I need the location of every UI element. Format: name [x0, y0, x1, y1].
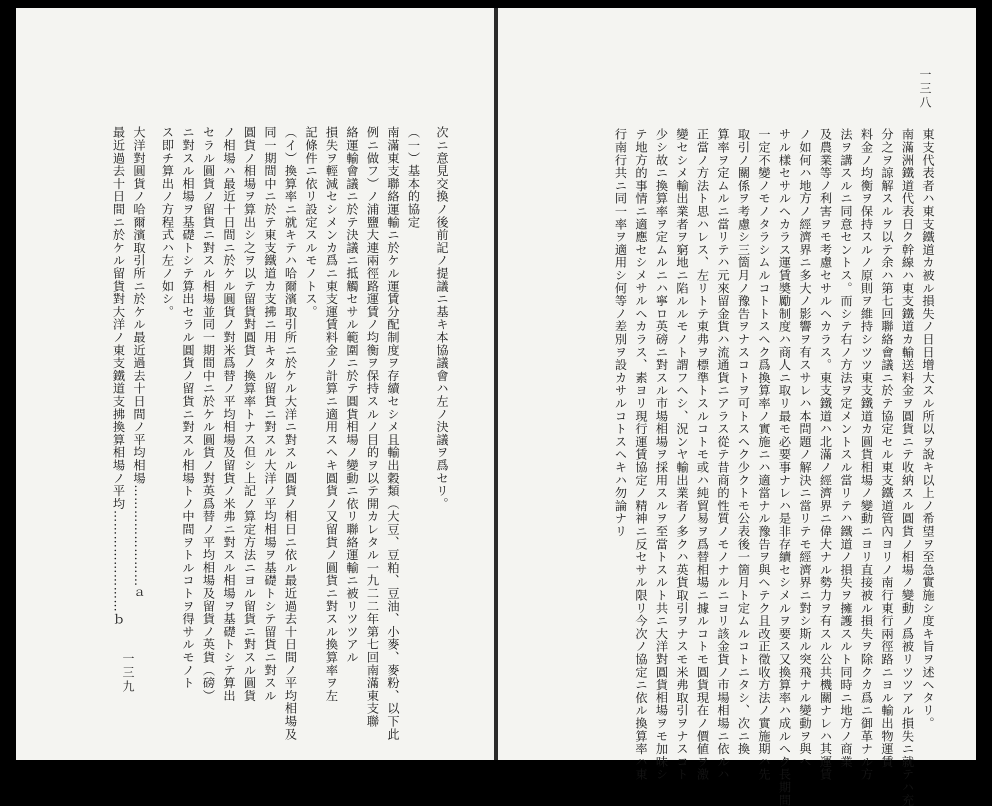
text-column: 分之ヲ諒解スルヲ以テ余ハ第七回聯絡會議ニ於テ協定セル東支鐵道管內ヨリノ南行東行兩徑路ニヨル輸出物運賃: [880, 128, 894, 768]
text-column: 行南行共ニ同一率ヲ適用シ何等ノ差別ヲ設カサルコトスヘキハ勿論ナリ: [613, 128, 628, 538]
text-column: 例ニ做フ）ノ浦鹽大連兩徑路運賃ノ均衡ヲ保持スルノ目的ヲ以テ開カレタル一九二二年第七回南滿東支聯: [365, 126, 380, 728]
text-column: 損失ヲ輕減セシメンカ爲ニ東支運賃料金ノ計算ニ適用スヘキ圓貨ノ又留貨ノ圓貨ニ對スル換算率ヲ左: [324, 126, 339, 702]
right-page: [498, 8, 976, 806]
formula-line-a: 大洋對圓貨ノ哈爾濱取引所ニ於ケル最近過去十日間ノ平均相場……………………ａ: [132, 126, 146, 600]
page-number: 一三八: [918, 68, 932, 110]
text-column: 及農業等ノ利害ヲモ考慮セサルヘカラス。東支鐵道ハ北滿ノ經濟界ニ偉大ナル勢力ヲ有スル公共機關ナレハ其運賃: [818, 128, 833, 781]
right-page-text: [610, 128, 938, 806]
text-column: 次ニ意見交換ノ後前記ノ提議ニ基キ本協議會ハ左ノ決議ヲ爲セリ。: [435, 126, 449, 510]
text-column: 絡運輸會議ニ於テ決議ニ抵觸セサル範圍ニ於テ圓貨相場ノ變動ニ依リ聯絡運輸ニ被リツツアル: [345, 126, 359, 664]
text-column: 一定不變ノモノタラシムルコトトスヘク爲換算率ノ實施ニハ適當ナル豫告ヲ與ヘテク且改正徵收方法ノ實施期ハ先: [757, 128, 771, 781]
left-page: [16, 8, 494, 760]
formula-line-b: 最近過去十日間ニ於ケル留貨對大洋ノ東支鐵道支拂換算相場ノ平均……………………ｂ: [111, 126, 126, 626]
text-column: 少シ故ニ換算率ヲ定ムルニハ寧ロ英磅ニ對スル市場相場ヲ採用スルヲ至當トスルト共ニ大洋對圓貨相場ヲモ加味シ: [654, 128, 669, 781]
text-column: 法ヲ講スルニ同意セントス。而シテ右ノ方法ヲ定メントスル當リテハ鐵道ノ損失ヲ擁護スルト同時ニ地方ノ商業: [839, 128, 853, 768]
text-column: サル樣セサルヘカラス運賃奬勵制度ハ商人ニ取リ最モ必要事ナレハ是非存續セシメルヲ要ス又換算率ハ成ルヘク長期間: [777, 128, 792, 806]
text-column: 記條件ニ依リ設定スルモノトス。: [304, 126, 318, 318]
text-column: 正當ノ方法ト思ハレス、左リトテ東弗ヲ標準トスルコトモ或ハ純貿易ヲ爲替相場ニ據ルコトモ圓貨現在ノ價値ヲ激: [695, 128, 710, 781]
text-column: （イ）換算率ニ就キテハ哈爾濱取引所ニ於ケル大洋ニ對スル圓貨ノ相日ニ依ル最近過去十日間ノ平均相場及: [283, 126, 298, 741]
text-column: セラル圓貨ノ留貨ニ對スル相場並同一期間中ニ於ケル圓貨ノ對英爲替ノ平均相場及留貨ノ英貨（磅）: [201, 126, 216, 702]
text-column: 料金ノ均衡ヲ保持スルノ原則ヲ維持シツツ東支鐵道カ圓貨相場ノ變動ニヨリ直接被ル損失ヲ除クカ爲ニ御革ナル方: [859, 128, 874, 781]
text-column: ニ對スル相場ヲ基礎トシテ算出セラル圓貨ノ留貨ニ對スル相場トノ中間ヲトルコトヲ得サルモノト: [181, 126, 195, 690]
text-column: ノ如何ハ地方ノ經濟界ニ多大ノ影響ヲ有スサレハ本問題ノ解決ニ當リテモ經濟界ニ對シ斯ル突飛ナル變動ヲ與ヘ: [798, 128, 812, 768]
text-column: 取引ノ關係ヲ考慮シ三箇月ノ豫告ヲナスコトヲ可トスヘク少クトモ公表後一箇月ト定ムルコトニタシ、次ニ換: [736, 128, 751, 756]
section-heading: （一）基本的協定: [406, 126, 421, 229]
left-page-text: [108, 126, 452, 741]
text-column: 同一期間中ニ於テ東支鐵道カ支拂ニ用キタル留貨ニ對スル大洋ノ平均相場ヲ基礎トシテ留貨ニ對スル: [263, 126, 277, 702]
column-gap: [149, 126, 157, 686]
text-column: 算率ヲ定ムルニ當リテハ元來留金貨ハ流通貨ニアラス從テ昔商的性質ノモノナルニヨリ該金貨ノ市場相場ニ依ルハ: [716, 128, 730, 781]
text-column: ス即チ算出ノ方程式ハ左ノ如シ。: [160, 126, 175, 318]
text-column: 南滿東支聯絡運輸ニ於ケル運賃分配制度ヲ存續セシメ且輸出穀類（大豆、豆粕、豆油、小麥、麥粉、以下此: [386, 126, 400, 741]
text-column: 南滿洲鐵道代表日ク幹線ハ東支鐵道カ輸送料金ヲ圓貨ニテ收納スル圓貨ノ相場ノ變動ノ爲被リツツアル損失ニ就テハ充: [900, 128, 915, 806]
text-column: 圓貨ノ相場ヲ算出シ之ヲ以テ留貨對圓貨ノ換算率トナス但シ上記ノ算定方法ニヨル留貨ニ對スル圓貨: [242, 126, 257, 702]
text-column: 變セシメ輸出業者ヲ窮地ニ陷ルルモノト謂フヘシ、況ンヤ輸出業者ノ多クハ英貨取引ヲナスモ米弗取引ヲナスコト: [675, 128, 689, 781]
column-gap: [424, 126, 432, 686]
text-column: 東支代表者ハ東支鐵道カ被ル損失ノ日日增大スル所以ヲ說キ以上ノ希望ヲ至急實施シ度キ旨ヲ述ヘタリ。: [921, 128, 935, 730]
page-number: 一三九: [121, 652, 135, 694]
text-column: ノ相場ハ最近十日間ニ於ケル圓貨ノ對米爲替ノ平均相場及留貨ノ米弗ニ對スル相場ヲ基礎トシテ算出: [222, 126, 236, 702]
text-column: テ地方的事情ニ適應セシメサルヘカラス、素ヨリ現行運賃協定ノ精神ニ反セサル限リ今次ノ協定ニ依ル換算率ハ東: [634, 128, 648, 781]
